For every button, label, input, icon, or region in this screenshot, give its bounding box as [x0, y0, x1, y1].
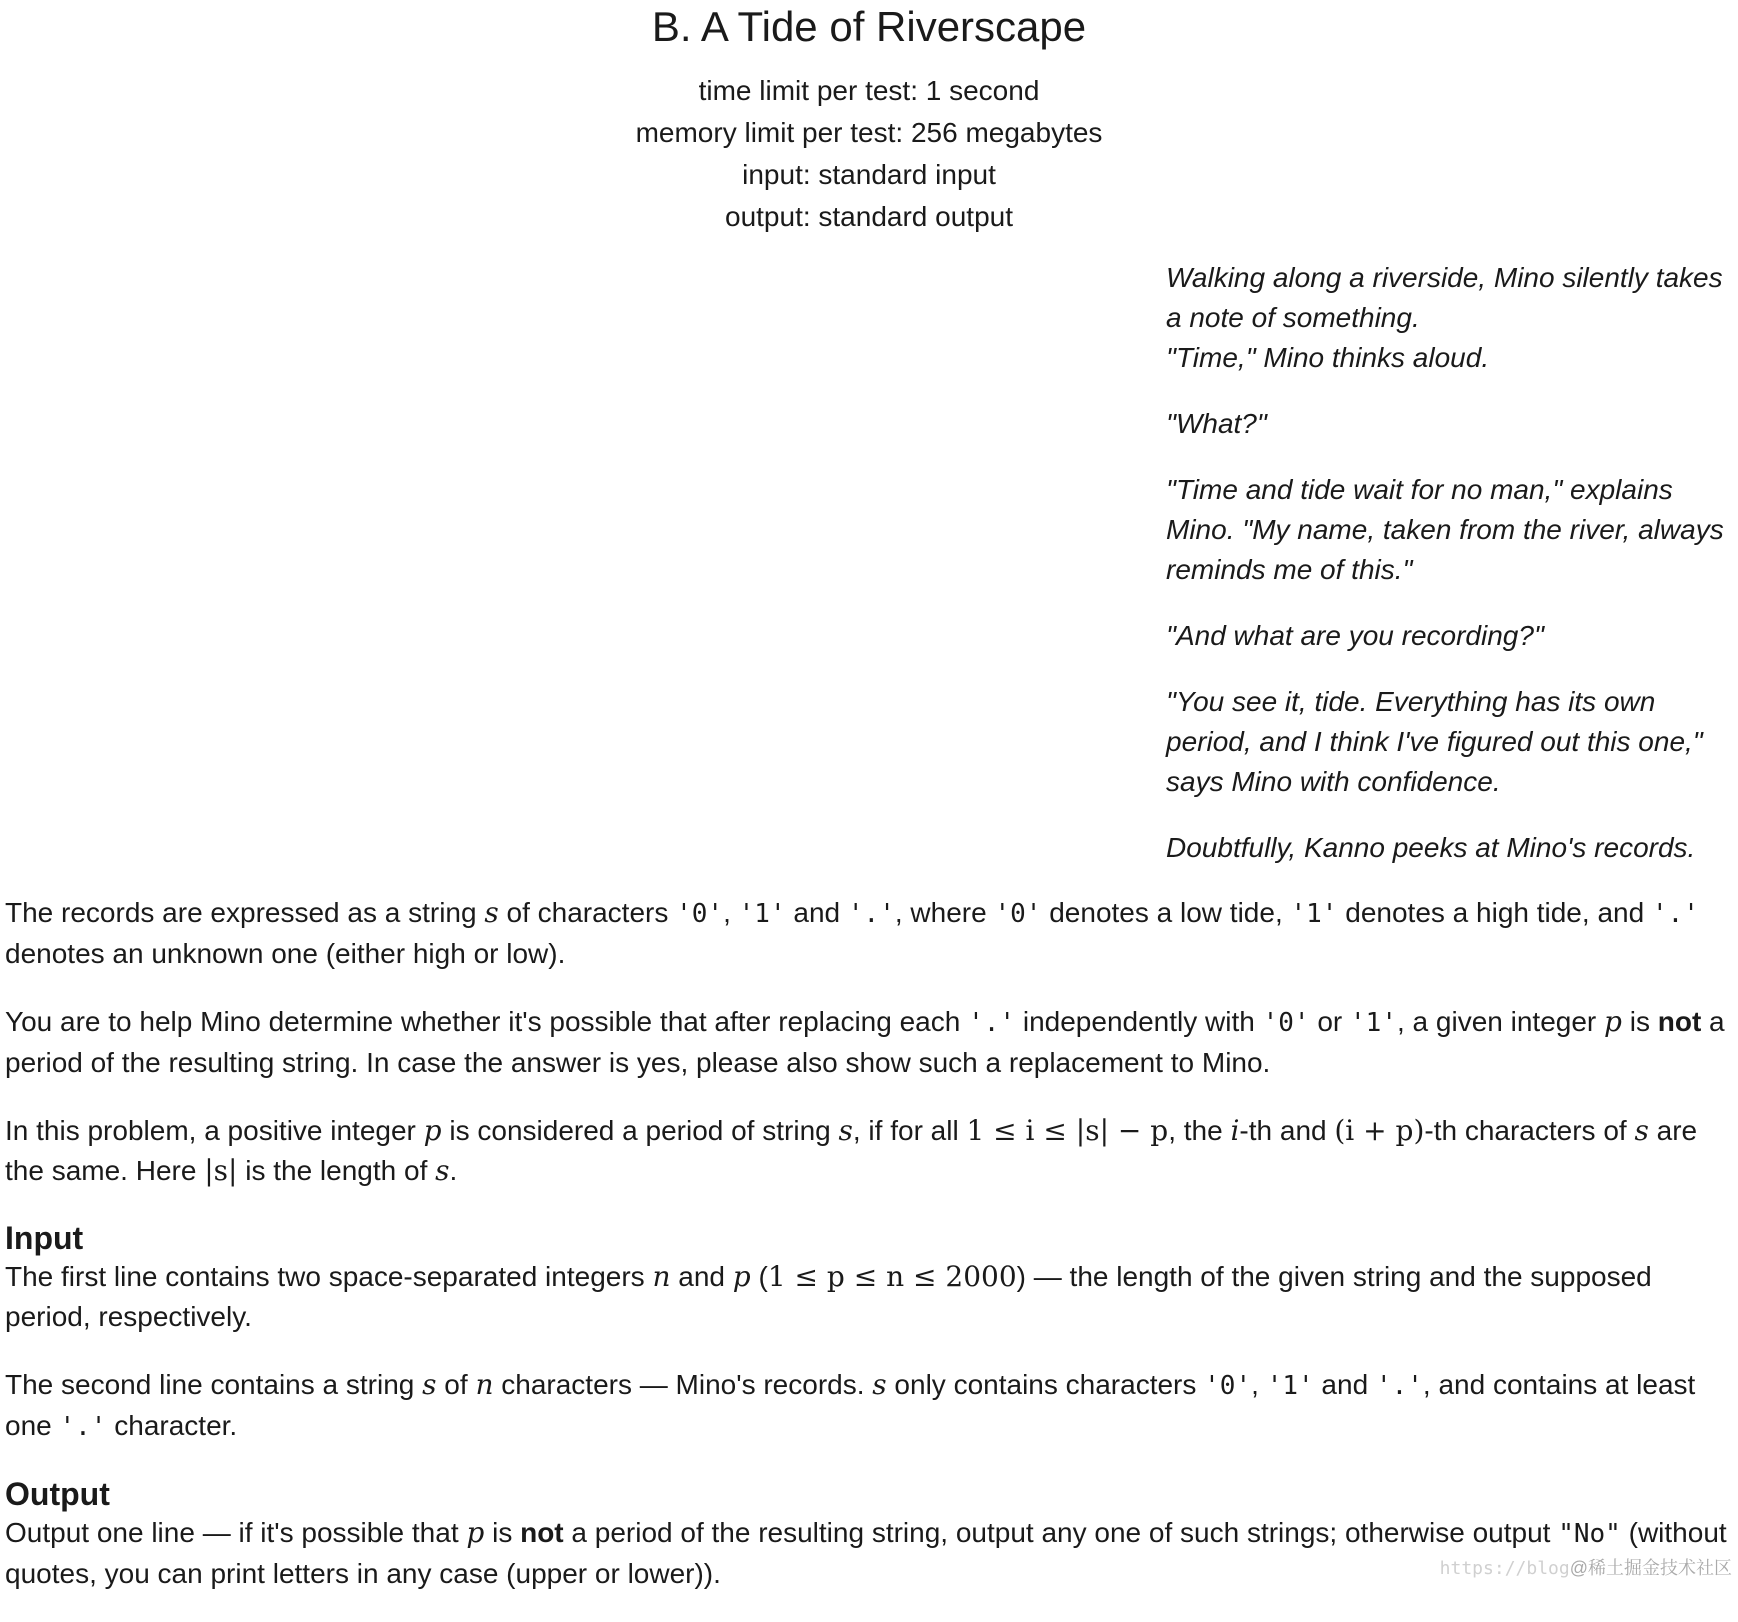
- output-heading: Output: [5, 1476, 110, 1512]
- math-var: p: [423, 1114, 442, 1147]
- code-char: '0': [1262, 1008, 1310, 1038]
- input-line1-paragraph: [5, 1257, 1733, 1337]
- math-var: s: [422, 1368, 437, 1401]
- math-var: s: [435, 1154, 450, 1187]
- text: , a given integer: [1397, 1006, 1605, 1037]
- code-text: "No": [1558, 1519, 1621, 1549]
- code-char: '0': [676, 899, 724, 929]
- problem-limits: [0, 70, 1738, 238]
- text: is: [484, 1517, 521, 1548]
- watermark: [1440, 1554, 1732, 1580]
- text: , the: [1168, 1115, 1231, 1146]
- code-char: '1': [1350, 1008, 1397, 1038]
- epigraph-paragraph: [1166, 258, 1736, 378]
- text: denotes a low tide,: [1041, 897, 1291, 928]
- text: .: [449, 1155, 458, 1186]
- text: ,: [1251, 1369, 1267, 1400]
- math-var: s: [872, 1368, 887, 1401]
- math-expression: 1 ≤ i ≤ |s| − p: [966, 1114, 1169, 1147]
- code-char: '0': [994, 899, 1042, 929]
- epigraph-line: Walking along a riverside, Mino silently takes a note of something.: [1166, 262, 1723, 333]
- text: a period of the resulting string, output any one of such strings; otherwise output: [563, 1517, 1559, 1548]
- text: is the length of: [237, 1155, 436, 1186]
- text: -th characters of: [1424, 1115, 1635, 1146]
- code-char: '.': [847, 899, 895, 929]
- code-char: '.': [59, 1412, 107, 1442]
- bold-text: not: [1657, 1006, 1702, 1037]
- records-paragraph: [5, 893, 1733, 974]
- math-var: p: [732, 1260, 751, 1293]
- input-line2-paragraph: [5, 1365, 1733, 1447]
- math-var: n: [652, 1260, 671, 1293]
- math-var: n: [475, 1368, 494, 1401]
- code-char: '1': [738, 899, 786, 929]
- text: independently with: [1015, 1006, 1263, 1037]
- text: or: [1309, 1006, 1351, 1037]
- bold-text: not: [520, 1517, 564, 1548]
- epigraph-paragraph: "You see it, tide. Everything has its own period, and I think I've figured out this one," says Mino with confidence.: [1166, 686, 1703, 797]
- math-expression: 1 ≤ p ≤ n ≤ 2000: [767, 1260, 1017, 1293]
- text: The first line contains two space-separated integers: [5, 1261, 653, 1292]
- epigraph-line: "Time," Mino thinks aloud.: [1166, 342, 1490, 373]
- code-char: '1': [1290, 899, 1338, 929]
- memory-limit: memory limit per test: 256 megabytes: [635, 117, 1103, 148]
- task-paragraph: [5, 1002, 1733, 1083]
- text: (without quotes, you can print letters in any case (upper or lower)).: [5, 1517, 1727, 1589]
- text: is: [1621, 1006, 1658, 1037]
- text: ) — the length of the given string and the supposed period, respectively.: [5, 1261, 1652, 1332]
- problem-statement: [5, 893, 1733, 1622]
- problem-header: [0, 0, 1738, 238]
- text: of: [436, 1369, 476, 1400]
- watermark-brand: @稀土掘金技术社区: [1569, 1558, 1732, 1578]
- text: (: [750, 1261, 768, 1292]
- watermark-url: https://blog: [1439, 1558, 1570, 1579]
- math-var: p: [1604, 1005, 1622, 1038]
- text: In this problem, a positive integer: [5, 1115, 424, 1146]
- text: Output one line — if it's possible that: [5, 1517, 467, 1548]
- epigraph-paragraph: Doubtfully, Kanno peeks at Mino's records.: [1166, 832, 1696, 863]
- text: The second line contains a string: [5, 1369, 423, 1400]
- math-var: s: [1634, 1114, 1649, 1147]
- code-char: '.': [1375, 1371, 1423, 1401]
- code-char: '0': [1204, 1371, 1252, 1401]
- text: -th and: [1239, 1115, 1335, 1146]
- text: only contains characters: [886, 1369, 1205, 1400]
- text: , if for all: [852, 1115, 967, 1146]
- time-limit: time limit per test: 1 second: [698, 75, 1040, 106]
- epigraph-paragraph: "Time and tide wait for no man," explains Mino. "My name, taken from the river, always reminds me of this.": [1166, 474, 1724, 585]
- text: and: [785, 897, 848, 928]
- text: ,: [723, 897, 739, 928]
- text: is considered a period of string: [441, 1115, 839, 1146]
- text: characters — Mino's records.: [493, 1369, 873, 1400]
- text: character.: [106, 1410, 238, 1441]
- math-var: s: [484, 896, 499, 929]
- epigraph: [1166, 258, 1736, 894]
- problem-title: B. A Tide of Riverscape: [651, 3, 1087, 50]
- text: denotes an unknown one (either high or low).: [5, 938, 566, 969]
- text: , and contains at least one: [5, 1369, 1696, 1441]
- epigraph-paragraph: "What?": [1166, 408, 1267, 439]
- code-char: '.': [968, 1008, 1016, 1038]
- text: and: [1313, 1369, 1376, 1400]
- output-spec: output: standard output: [725, 201, 1013, 232]
- math-var: s: [838, 1114, 853, 1147]
- text: of characters: [498, 897, 677, 928]
- math-expression: |s|: [204, 1154, 238, 1187]
- code-char: '1': [1266, 1371, 1314, 1401]
- text: a period of the resulting string. In case the answer is yes, please also show such a replacement to Mino.: [5, 1006, 1725, 1078]
- epigraph-paragraph: "And what are you recording?": [1166, 620, 1544, 651]
- text: , where: [894, 897, 995, 928]
- code-char: '.': [1651, 899, 1699, 929]
- math-var: i: [1230, 1114, 1240, 1147]
- text: The records are expressed as a string: [5, 897, 485, 928]
- input-spec: input: standard input: [742, 159, 996, 190]
- text: You are to help Mino determine whether it's possible that after replacing each: [5, 1006, 969, 1037]
- text: denotes a high tide, and: [1337, 897, 1652, 928]
- text: are the same. Here: [5, 1115, 1698, 1186]
- math-var: p: [466, 1516, 485, 1549]
- text: and: [670, 1261, 733, 1292]
- input-heading: Input: [5, 1220, 84, 1256]
- math-expression: (i + p): [1334, 1114, 1425, 1147]
- period-definition-paragraph: [5, 1111, 1733, 1191]
